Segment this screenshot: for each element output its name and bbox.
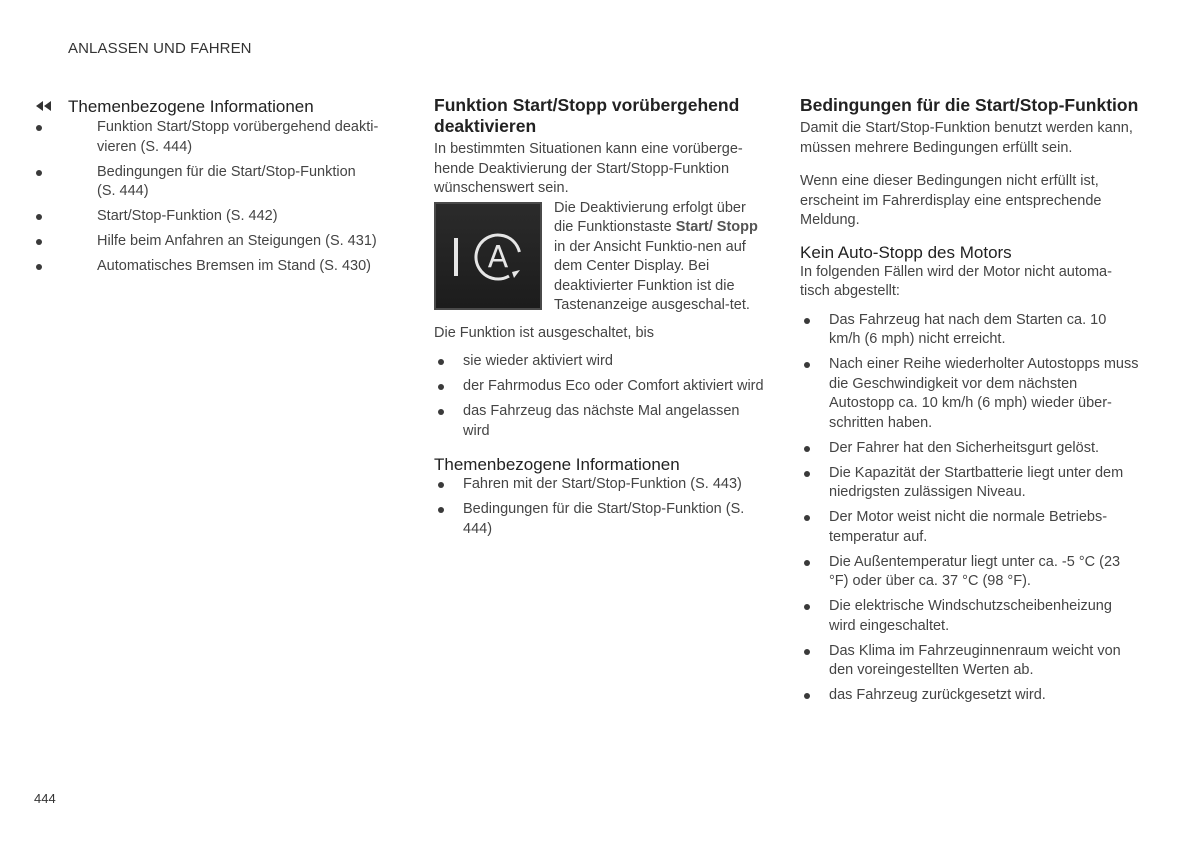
list-item: der Fahrmodus Eco oder Comfort aktiviert wird bbox=[434, 377, 769, 397]
function-key-name: Start/ Stopp bbox=[675, 219, 758, 235]
list-item: Die elektrische Windschutzscheibenheizung wird eingeschaltet. bbox=[800, 597, 1140, 636]
bullet-icon bbox=[36, 170, 42, 176]
bullet-icon bbox=[36, 125, 42, 131]
list-item[interactable]: Automatisches Bremsen im Stand (S. 430) bbox=[68, 257, 404, 277]
list-item: Das Klima im Fahrzeuginnenraum weicht von den voreingestellten Werten ab. bbox=[800, 642, 1140, 681]
section-heading: Bedingungen für die Start/Stop-Funktion bbox=[800, 95, 1139, 115]
bullet-icon bbox=[36, 214, 42, 220]
bullet-icon bbox=[804, 604, 810, 610]
list-item: Nach einer Reihe wiederholter Autostopps muss die Geschwindigkeit vor dem nächsten Autostopp ca. 10 km/h (6 mph) wieder über-schritten haben. bbox=[800, 355, 1140, 433]
list-item: Das Fahrzeug hat nach dem Starten ca. 10 km/h (6 mph) nicht erreicht. bbox=[800, 311, 1140, 350]
bullet-icon bbox=[804, 362, 810, 368]
bullet-icon bbox=[36, 239, 42, 245]
sub-heading: Kein Auto-Stopp des Motors bbox=[800, 242, 1012, 262]
list-item: das Fahrzeug zurückgesetzt wird. bbox=[800, 686, 1140, 706]
list-item[interactable]: Bedingungen für die Start/Stop-Funktion (S. 444) bbox=[434, 500, 769, 539]
double-chevron-left-icon bbox=[34, 99, 56, 113]
list-item[interactable]: Bedingungen für die Start/Stop-Funktion (S. 444) bbox=[68, 163, 404, 202]
bullet-icon bbox=[438, 482, 444, 488]
until-text: Die Funktion ist ausgeschaltet, bis bbox=[434, 324, 655, 341]
bullet-icon bbox=[438, 359, 444, 365]
list-item: das Fahrzeug das nächste Mal angelassen wird bbox=[434, 402, 769, 441]
column-deactivate bbox=[434, 95, 769, 545]
page-number: 444 bbox=[34, 791, 56, 806]
bullet-icon bbox=[804, 446, 810, 452]
bullet-icon bbox=[438, 507, 444, 513]
note-text: Wenn eine dieser Bedingungen nicht erfüllt ist, erscheint im Fahrerdisplay eine entsprechende Meldung. bbox=[800, 173, 1102, 228]
bullet-icon bbox=[804, 693, 810, 699]
page-header: ANLASSEN UND FAHREN bbox=[68, 40, 252, 57]
sub-intro-text: In folgenden Fällen wird der Motor nicht automa-tisch abgestellt: bbox=[800, 263, 1112, 299]
conditions-list bbox=[800, 311, 1140, 706]
bullet-icon bbox=[804, 471, 810, 477]
list-item[interactable]: Start/Stop-Funktion (S. 442) bbox=[68, 207, 404, 227]
svg-text:A: A bbox=[487, 239, 509, 275]
list-item: Die Außentemperatur liegt unter ca. -5 °C (23 °F) oder über ca. 37 °C (98 °F). bbox=[800, 553, 1140, 592]
list-item: Der Motor weist nicht die normale Betriebs-temperatur auf. bbox=[800, 508, 1140, 547]
bullet-icon bbox=[804, 649, 810, 655]
list-item: Der Fahrer hat den Sicherheitsgurt gelöst. bbox=[800, 439, 1140, 459]
related-info-list bbox=[68, 118, 404, 277]
bullet-icon bbox=[438, 384, 444, 390]
related-info-list bbox=[434, 475, 769, 539]
list-item: Die Kapazität der Startbatterie liegt unter dem niedrigsten zulässigen Niveau. bbox=[800, 464, 1140, 503]
deactivation-text: Die Deaktivierung erfolgt über die Funktionstaste Start/ Stopp in der Ansicht Funktio-nen auf dem Center Display. Bei deaktivierter Funktion ist die Tastenanzeige ausgeschal-tet. bbox=[554, 199, 758, 313]
list-item[interactable]: Fahren mit der Start/Stop-Funktion (S. 443) bbox=[434, 475, 769, 495]
bullet-icon bbox=[438, 409, 444, 415]
related-info-heading[interactable]: Themenbezogene Informationen bbox=[34, 97, 404, 117]
related-info-heading: Themenbezogene Informationen bbox=[434, 455, 680, 474]
list-item[interactable]: Hilfe beim Anfahren an Steigungen (S. 431) bbox=[68, 232, 404, 252]
bullet-icon bbox=[36, 264, 42, 270]
column-conditions bbox=[800, 95, 1140, 711]
start-stop-button-icon bbox=[434, 202, 542, 310]
intro-text: In bestimmten Situationen kann eine vorüberge-hende Deaktivierung der Start/Stopp-Funktion wünschenswert sein. bbox=[434, 141, 743, 196]
bullet-icon bbox=[804, 560, 810, 566]
list-item: sie wieder aktiviert wird bbox=[434, 352, 769, 372]
list-item[interactable]: Funktion Start/Stopp vorübergehend deakti- vieren (S. 444) bbox=[68, 118, 404, 157]
bullet-icon bbox=[804, 515, 810, 521]
intro-text: Damit die Start/Stop-Funktion benutzt werden kann, müssen mehrere Bedingungen erfüllt sein. bbox=[800, 120, 1133, 156]
section-heading: Funktion Start/Stopp vorübergehend deaktivieren bbox=[434, 95, 740, 136]
column-related-info bbox=[34, 95, 404, 282]
bullet-icon bbox=[804, 318, 810, 324]
until-list bbox=[434, 352, 769, 441]
